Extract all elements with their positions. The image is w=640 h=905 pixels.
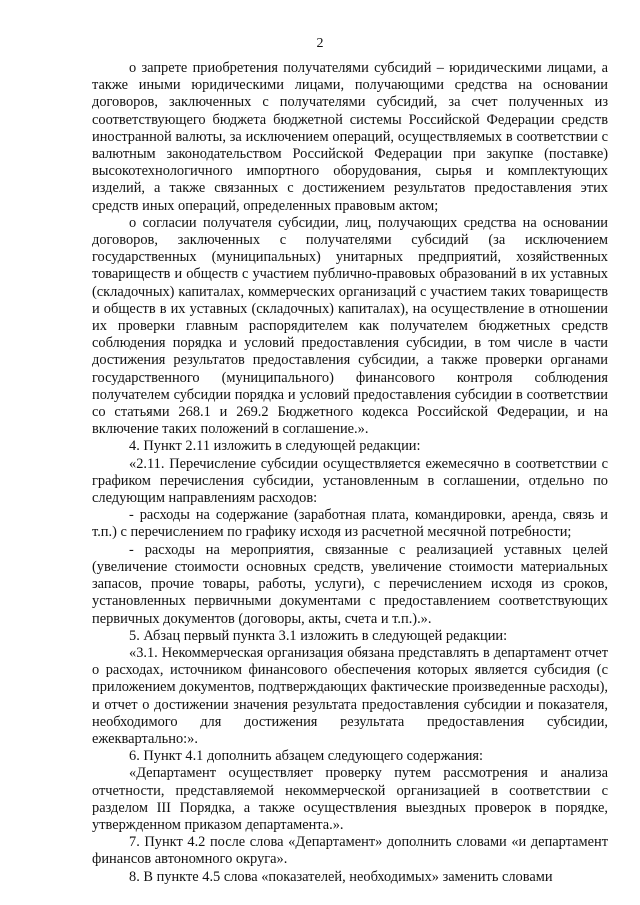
paragraph-currency-prohibition: о запрете приобретения получателями субсидий – юридическими лицами, а также иными юридическими лицами, получающими средства на основании договоров, заключенных с получателями субсидий, за счет полученных из соответствующего бюджета бюджетной системы Российской Федерации средств иностранной валюты, за исключением операций, осуществляемых в соответствии с валютным законодательством Российской Федерации при закупке (поставке) высокотехнологичного импортного оборудования, сырья и комплектующих изделий, а также связанных с достижением результатов предоставления этих средств иных операций, определенных правовым актом; bbox=[92, 60, 608, 214]
paragraph-department-check: «Департамент осуществляет проверку путем рассмотрения и анализа отчетности, представляемой некоммерческой организацией в соответствии с разделом III Порядка, а также осуществления выездных проверок в порядке, утвержденном приказом департамента.». bbox=[92, 765, 608, 833]
paragraph-item-6: 6. Пункт 4.1 дополнить абзацем следующего содержания: bbox=[129, 748, 484, 765]
paragraph-bullet-events: - расходы на мероприятия, связанные с реализацией уставных целей (увеличение стоимости основных средств, увеличение стоимости материальных запасов, прочие товары, работы, услуги), с перечислением исходя из сроков, установленных первичными документами с предоставлением соответствующих первичных документов (договоры, акты, счета и т.п.).». bbox=[92, 541, 608, 627]
paragraph-item-7: 7. Пункт 4.2 после слова «Департамент» дополнить словами «и департамент финансов автономного округа». bbox=[92, 834, 608, 868]
page-number: 2 bbox=[316, 36, 324, 51]
paragraph-clause-2-11: «2.11. Перечисление субсидии осуществляется ежемесячно в соответствии с графиком перечисления субсидии, установленным в соглашении, отдельно по следующим направлениям расходов: bbox=[92, 455, 608, 507]
paragraph-consent-to-inspection: о согласии получателя субсидии, лиц, получающих средства на основании договоров, заключенных с получателями субсидий (за исключением государственных (муниципальных) унитарных предприятий, хозяйственных товариществ и обществ с участием публично-правовых образований в их уставных (складочных) капиталах, коммерческих организаций с участием таких товариществ и обществ в их уставных (складочных) капиталах), на осуществление в отношении их проверки главным распорядителем как получателем бюджетных средств соблюдения порядка и условий предоставления субсидии, в том числе в части достижения результатов предоставления субсидии, а также проверки органами государственного (муниципального) финансового контроля соблюдения получателем субсидии порядка и условий предоставления субсидии в соответствии со статьями 268.1 и 269.2 Бюджетного кодекса Российской Федерации, и на включение таких положений в соглашение.». bbox=[92, 214, 608, 438]
paragraph-item-5: 5. Абзац первый пункта 3.1 изложить в следующей редакции: bbox=[129, 627, 508, 644]
paragraph-item-4: 4. Пункт 2.11 изложить в следующей редакции: bbox=[129, 438, 421, 455]
paragraph-bullet-maintenance: - расходы на содержание (заработная плата, командировки, аренда, связь и т.п.) с перечислением по графику исходя из расчетной месячной потребности; bbox=[92, 507, 608, 541]
paragraph-clause-3-1: «3.1. Некоммерческая организация обязана представлять в департамент отчет о расходах, источником финансового обеспечения которых является субсидия (с приложением документов, подтверждающих фактические произведенные расходы), и отчет о достижении значения результата предоставления субсидии и показателя, необходимого для достижения результата предоставления субсидии, ежеквартально:». bbox=[92, 644, 608, 747]
document-body bbox=[92, 60, 608, 886]
paragraph-item-8: 8. В пункте 4.5 слова «показателей, необходимых» заменить словами bbox=[129, 868, 553, 885]
